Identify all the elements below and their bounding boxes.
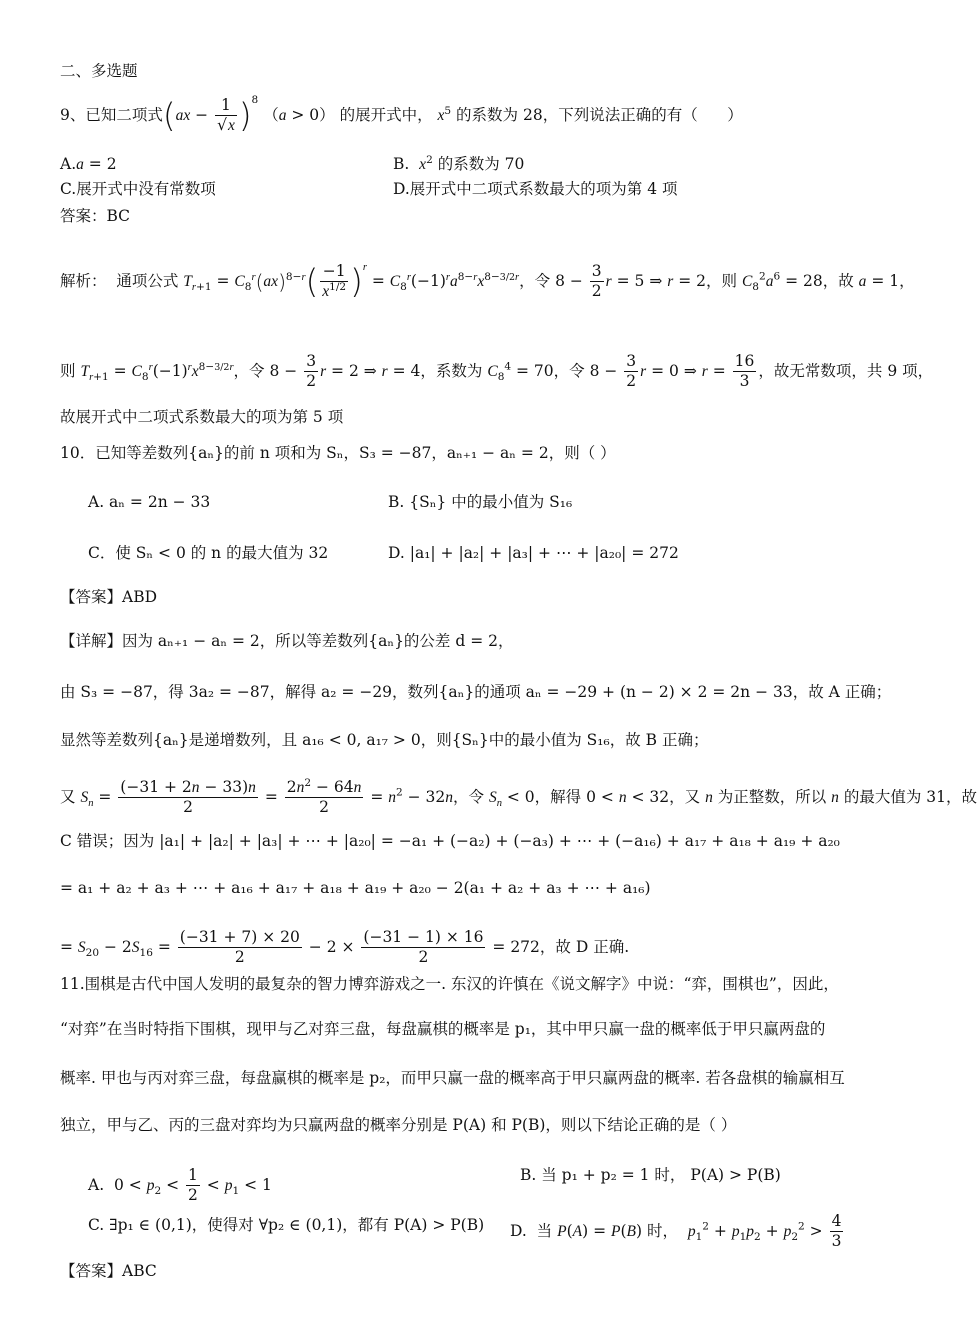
q10-detail-line1: 【详解】因为 aₙ₊₁ − aₙ = 2，所以等差数列{aₙ}的公差 d = 2，: [60, 632, 514, 650]
q9-stem: 9、已知二项式(ax − $\frac{1}{√x}$ )$^8$ （a > 0） 的展开式中， $x^5$ 的系数为 28，下列说法正确的有（ ）: [60, 94, 743, 135]
q11-option-b: B. 当 p₁ + p₂ = 1 时， P(A) > P(B): [520, 1166, 781, 1184]
q11-stem-line4: 独立，甲与乙、丙的三盘对弈均为只赢两盘的概率分别是 P(A) 和 P(B)，则以下结论正确的是（ ）: [60, 1116, 737, 1134]
q10-option-b: B. {Sₙ} 中的最小值为 S₁₆: [388, 493, 573, 511]
q11-stem-line1: 11.围棋是古代中国人发明的最复杂的智力博弈游戏之一. 东汉的许慎在《说文解字》中说：“弈，围棋也”，因此，: [60, 975, 839, 993]
q9-solution-line3: 故展开式中二项式系数最大的项为第 5 项: [60, 408, 344, 426]
q9-option-b: B. $x^2$ 的系数为 70: [393, 153, 525, 173]
q9-prefix: 9、已知二项式: [60, 105, 163, 124]
q9-answer: 答案：BC: [60, 207, 131, 225]
q10-option-c: C．使 Sₙ < 0 的 n 的最大值为 32: [88, 544, 329, 562]
section-title: 二、多选题: [60, 62, 138, 80]
q10-option-a: A. aₙ = 2n − 33: [88, 493, 211, 511]
q10-detail-line4: 又 $S_n$ = $\frac{(-31 + 2n - 33)n}{2}$ = $\frac{2n^2 - 64n}{2}$ = $n^2 - 32n$，令 $S_n < 0$，解得 0 < n < 32，又 n 为正整数，所以 n 的最大值为 31，故: [60, 776, 977, 817]
q11-stem-line2: “对弈”在当时特指下围棋，现甲与乙对弈三盘，每盘赢棋的概率是 p₁，其中甲只赢一盘的概率低于甲只赢两盘的: [60, 1020, 826, 1038]
q10-detail-line2: 由 S₃ = −87，得 3a₂ = −87，解得 a₂ = −29，数列{aₙ}的通项 aₙ = −29 + (n − 2) × 2 = 2n − 33，故 A 正确；: [60, 683, 892, 701]
q11-option-c: C. ∃p₁ ∈ (0,1)，使得对 ∀p₂ ∈ (0,1)，都有 P(A) > P(B): [88, 1216, 485, 1234]
q10-detail-line7: = $S_{20} - 2S_{16}$ = $\frac{(-31 + 7) \times 20}{2}$ − 2 × $\frac{(-31 - 1) \times 16}{2}$ = 272，故 D 正确.: [60, 928, 630, 967]
q11-stem-line3: 概率. 甲也与丙对弈三盘，每盘赢棋的概率是 p₂，而甲只赢一盘的概率高于甲只赢两盘的概率. 若各盘棋的输赢相互: [60, 1069, 845, 1087]
q10-answer: 【答案】ABD: [60, 588, 158, 606]
q9-option-c: C.展开式中没有常数项: [60, 180, 216, 198]
q10-stem: 10．已知等差数列{aₙ}的前 n 项和为 Sₙ，S₃ = −87，aₙ₊₁ − aₙ = 2，则（ ）: [60, 444, 616, 462]
q10-detail-line5: C 错误；因为 |a₁| + |a₂| + |a₃| + ⋯ + |a₂₀| = −a₁ + (−a₂) + (−a₃) + ⋯ + (−a₁₆) + a₁₇ + a₁₈ + a₁₉ + a₂₀: [60, 832, 840, 850]
q10-option-d: D. |a₁| + |a₂| + |a₃| + ⋯ + |a₂₀| = 272: [388, 544, 679, 562]
q10-detail-line3: 显然等差数列{aₙ}是递增数列，且 a₁₆ < 0, a₁₇ > 0，则{Sₙ}中的最小值为 S₁₆，故 B 正确；: [60, 731, 709, 749]
q9-option-a: A.a = 2: [60, 155, 117, 173]
q11-option-a: A. $0 < p_2$ < $\frac{1}{2}$ < $p_1 < 1$: [88, 1166, 272, 1205]
q11-answer: 【答案】ABC: [60, 1262, 157, 1280]
q9-solution-line1: 解析： 通项公式 $T_{r+1} = C_8^r(ax)^{8-r}$( $\frac{-1}{x^{1/2}}$ )$^r = C_8^r(-1)^ra^{8-r}x^{8-3/2r}$，令 8 − $\frac{3}{2}$ r = 5 ⇒ r = 2，则 $C_8^2a^6 = 28$，故 a = 1，: [60, 262, 915, 301]
q9-option-d: D.展开式中二项式系数最大的项为第 4 项: [393, 180, 678, 198]
q10-detail-line6: = a₁ + a₂ + a₃ + ⋯ + a₁₆ + a₁₇ + a₁₈ + a₁₉ + a₂₀ − 2(a₁ + a₂ + a₃ + ⋯ + a₁₆): [60, 879, 651, 897]
q9-solution-line2: 则 $T_{r+1} = C_8^r(-1)^rx^{8-3/2r}$，令 8 − $\frac{3}{2}$ r = 2 ⇒ r = 4，系数为 $C_8^4 = 70$，令 8 − $\frac{3}{2}$ r = 0 ⇒ r = $\frac{16}{3}$ ，故无常数项，共 9 项，: [60, 352, 934, 391]
q11-option-d: D. 当 P(A) = P(B) 时， $p_1^2 + p_1p_2 + p_2^2$ > $\frac{4}{3}$: [510, 1212, 842, 1251]
